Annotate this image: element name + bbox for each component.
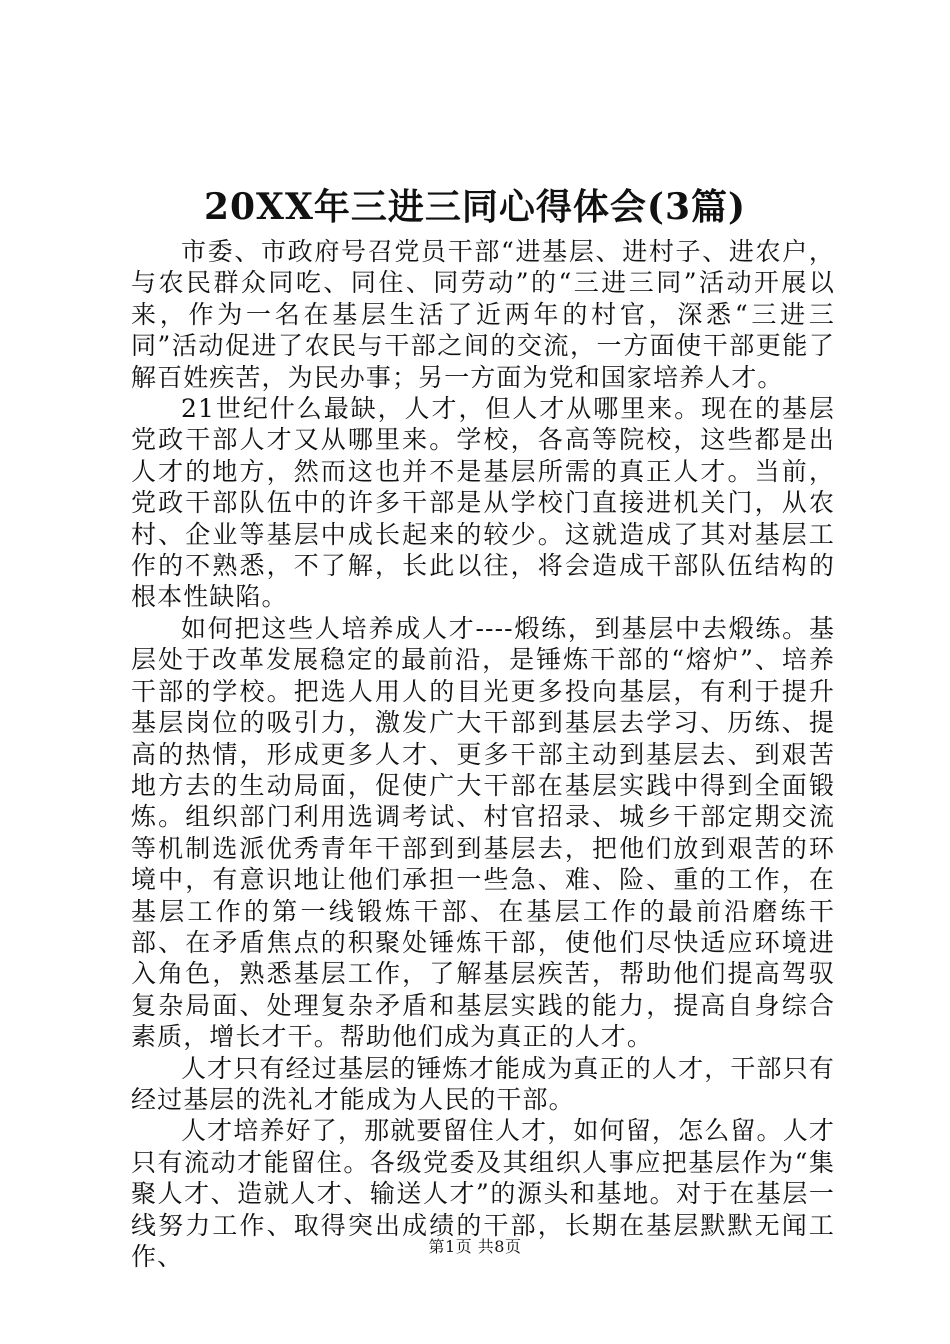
- paragraph-4: 人才只有经过基层的锤炼才能成为真正的人才，干部只有经过基层的洗礼才能成为人民的干部。: [131, 1053, 835, 1114]
- document-body: [131, 236, 835, 1272]
- page-footer: 第1页 共8页: [428, 1237, 522, 1256]
- document-title: 20XX年三进三同心得体会(3篇): [203, 186, 747, 228]
- paragraph-3: 如何把这些人培养成人才----煅练，到基层中去煅练。基层处于改革发展稳定的最前沿，是锤炼干部的“熔炉”、培养干部的学校。把选人用人的目光更多投向基层，有利于提升基层岗位的吸引力，激发广大干部到基层去学习、历练、提高的热情，形成更多人才、更多干部主动到基层去、到艰苦地方去的生动局面，促使广大干部在基层实践中得到全面锻炼。组织部门利用选调考试、村官招录、城乡干部定期交流等机制选派优秀青年干部到到基层去，把他们放到艰苦的环境中，有意识地让他们承担一些急、难、险、重的工作，在基层工作的第一线锻炼干部、在基层工作的最前沿磨练干部、在矛盾焦点的积聚处锤炼干部，使他们尽快适应环境进入角色，熟悉基层工作，了解基层疾苦，帮助他们提高驾驭复杂局面、处理复杂矛盾和基层实践的能力，提高自身综合素质，增长才干。帮助他们成为真正的人才。: [131, 613, 835, 1052]
- paragraph-1: 市委、市政府号召党员干部“进基层、进村子、进农户，与农民群众同吃、同住、同劳动”的“三进三同”活动开展以来，作为一名在基层生活了近两年的村官，深悉“三进三同”活动促进了农民与干部之间的交流，一方面使干部更能了解百姓疾苦，为民办事；另一方面为党和国家培养人才。: [131, 237, 835, 392]
- paragraph-5: 人才培养好了，那就要留住人才，如何留，怎么留。人才只有流动才能留住。各级党委及其组织人事应把基层作为“集聚人才、造就人才、输送人才”的源头和基地。对于在基层一线努力工作、取得突出成绩的干部，长期在基层默默无闻工作、: [131, 1116, 835, 1271]
- paragraph-2: 21世纪什么最缺，人才，但人才从哪里来。现在的基层党政干部人才又从哪里来。学校，各高等院校，这些都是出人才的地方，然而这也并不是基层所需的真正人才。当前，党政干部队伍中的许多干部是从学校门直接进机关门，从农村、企业等基层中成长起来的较少。这就造成了其对基层工作的不熟悉，不了解，长此以往，将会造成干部队伍结构的根本性缺陷。: [131, 394, 835, 612]
